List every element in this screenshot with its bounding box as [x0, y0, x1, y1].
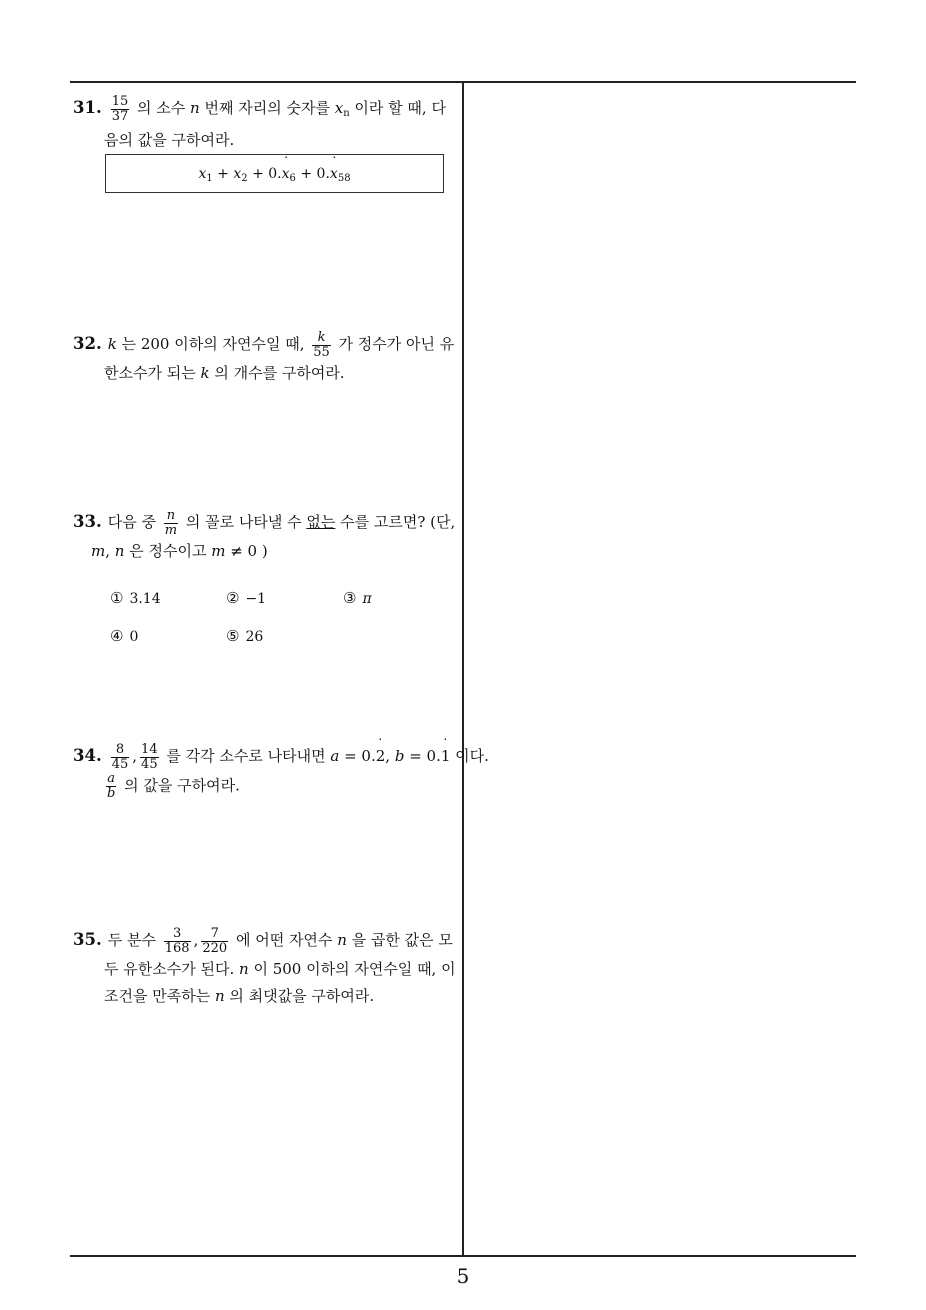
question-31: 31. $\frac{15}{37}$ 의 소수 n 번째 자리의 숫자를 $x_n$ 이라 할 때, 다 음의 값을 구하여라. [73, 94, 457, 154]
question-text: 한소수가 되는 k 의 개수를 구하여라. [104, 363, 345, 382]
question-text: 음의 값을 구하여라. [104, 131, 235, 149]
page-number: 5 [456, 1264, 470, 1288]
question-35: 35. 두 분수 $\frac{3}{168}$ , $\frac{7}{220}$ 에 어떤 자연수 n 을 곱한 값은 모 두 유한소수가 된다. n 이 500 이하의 자연수일 때, 이 조건을 만족하는 n 의 최댓값을 구하여라. [73, 926, 457, 1010]
column-divider [462, 82, 464, 1256]
question-text: m, n 은 정수이고 m ≠ 0 ) [91, 541, 268, 560]
question-34: 34. $\frac{8}{45}$ , $\frac{14}{45}$ 를 각각 소수로 나타내면 a = 0.˙ 2, b = 0.˙ 1 이다. $\frac{a}{b}$ 의 값을 구하여라. [73, 742, 457, 801]
question-number: 35. [73, 930, 102, 949]
question-text: $\frac{a}{b}$ 의 값을 구하여라. [107, 770, 240, 801]
fraction: $\frac{7}{220}$ [202, 925, 228, 956]
fraction: $\frac{14}{45}$ [141, 741, 158, 772]
choice-5[interactable]: ⑤ 26 [226, 627, 264, 645]
question-number: 34. [73, 746, 102, 765]
fraction: $\frac{a}{b}$ [107, 770, 116, 801]
bottom-rule [70, 1255, 856, 1257]
question-33: 33. 다음 중 $\frac{n}{m}$ 의 꼴로 나타낼 수 없는 수를 고르면? (단, m, n 은 정수이고 m ≠ 0 ) [73, 508, 457, 565]
question-number: 32. [73, 334, 102, 353]
fraction: $\frac{3}{168}$ [164, 925, 190, 956]
question-number: 33. [73, 512, 102, 531]
question-number: 31. [73, 98, 102, 117]
fraction: $\frac{8}{45}$ [111, 741, 129, 772]
choice-1[interactable]: ① 3.14 [110, 589, 161, 607]
choice-4[interactable]: ④ 0 [110, 627, 139, 645]
fraction: $\frac{15}{37}$ [111, 93, 129, 124]
fraction: $\frac{n}{m}$ [164, 507, 178, 538]
question-text: 조건을 만족하는 n 의 최댓값을 구하여라. [104, 986, 375, 1005]
question-32: 32. k 는 200 이하의 자연수일 때, $\frac{k}{55}$ 가 정수가 아닌 유 한소수가 되는 k 의 개수를 구하여라. [73, 330, 457, 387]
choice-3[interactable]: ③ π [343, 589, 372, 607]
choice-2[interactable]: ② −1 [226, 589, 267, 607]
question-text: 두 유한소수가 된다. n 이 500 이하의 자연수일 때, 이 [104, 959, 456, 978]
fraction: $\frac{k}{55}$ [313, 329, 330, 360]
expression-box: $x_1 + x_2$ + 0.˙ $x_6$ + 0.˙ $x_{58}$ [105, 154, 444, 193]
